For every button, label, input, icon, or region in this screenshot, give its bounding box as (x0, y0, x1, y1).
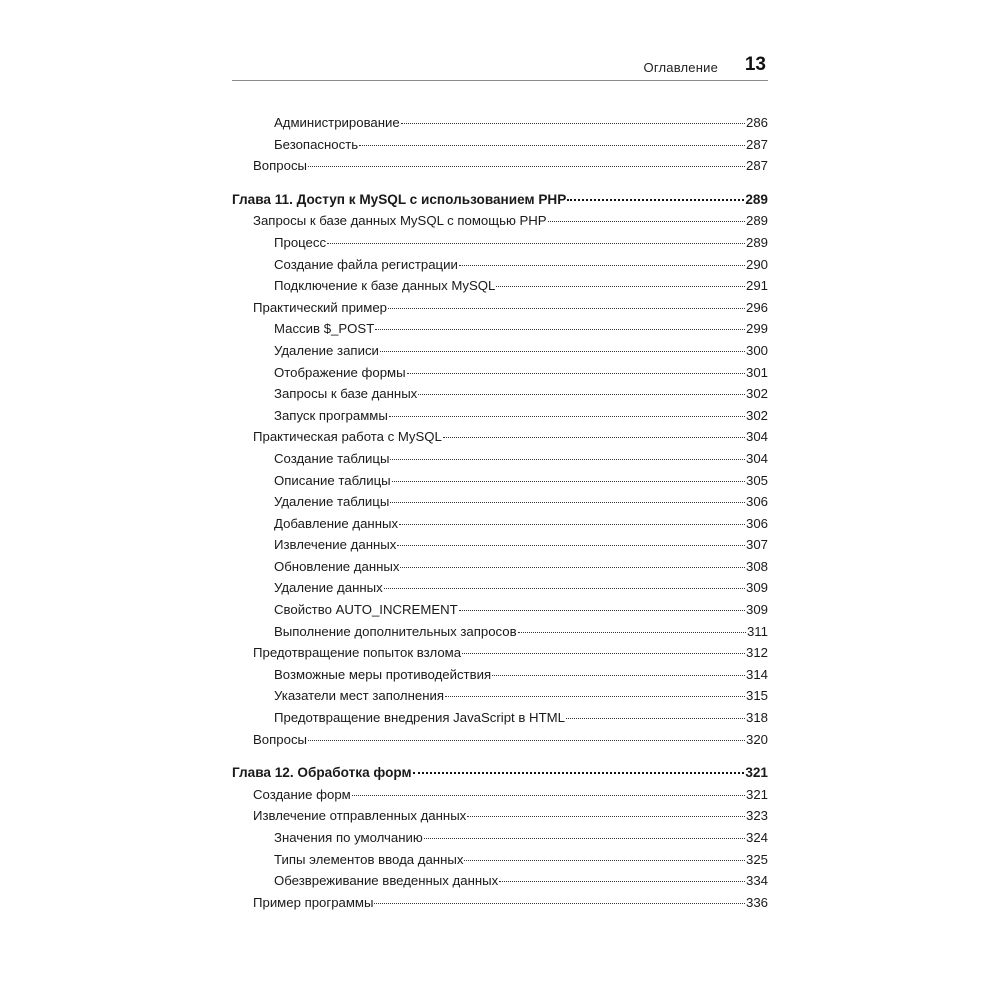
toc-entry (232, 534, 768, 556)
toc-dot-leader (418, 394, 745, 395)
toc-entry-title: Добавление данных (274, 515, 399, 531)
toc-dot-leader (445, 696, 745, 697)
table-of-contents (232, 112, 768, 913)
toc-entry-page: 296 (745, 299, 768, 315)
toc-dot-leader (327, 243, 745, 244)
toc-chapter-entry (232, 762, 768, 784)
toc-entry-page: 286 (745, 115, 768, 130)
toc-entry-title: Пример программы (253, 894, 374, 910)
toc-dot-leader (390, 502, 745, 503)
toc-dot-leader (390, 459, 745, 460)
running-header (232, 54, 768, 81)
toc-entry (232, 685, 768, 707)
toc-entry-title: Извлечение отправленных данных (253, 808, 467, 824)
toc-entry-page: 300 (745, 342, 768, 358)
toc-dot-leader (389, 416, 745, 417)
toc-entry-page: 318 (745, 710, 768, 726)
toc-entry-page: 320 (745, 731, 768, 747)
toc-entry-title: Создание форм (253, 786, 351, 802)
toc-dot-leader (567, 199, 744, 201)
toc-entry-page: 325 (745, 851, 768, 867)
toc-entry-title: Создание файла регистрации (274, 256, 458, 272)
toc-dot-leader (443, 437, 745, 438)
toc-entry-page: 302 (745, 386, 768, 402)
toc-entry-title: Безопасность (274, 136, 359, 152)
toc-dot-leader (413, 772, 745, 774)
toc-entry-page: 302 (745, 407, 768, 423)
toc-entry-page: 334 (745, 873, 768, 889)
toc-entry (232, 729, 768, 751)
toc-dot-leader (464, 860, 745, 861)
toc-entry-title: Значения по умолчанию (274, 830, 423, 845)
toc-dot-leader (548, 221, 745, 222)
toc-entry-page: 289 (745, 213, 768, 229)
toc-entry (232, 470, 768, 492)
toc-dot-leader (399, 524, 745, 525)
toc-entry (232, 707, 768, 729)
toc-entry (232, 112, 768, 134)
toc-entry (232, 513, 768, 535)
toc-entry-page: 305 (745, 472, 768, 488)
toc-entry-title: Запросы к базе данных MySQL с помощью PHP (253, 213, 547, 229)
toc-entry (232, 383, 768, 405)
toc-entry-page: 307 (745, 537, 768, 553)
toc-entry-title: Создание таблицы (274, 450, 390, 466)
toc-entry-page: 289 (745, 234, 768, 250)
toc-entry-title: Администрирование (274, 115, 400, 130)
toc-entry (232, 297, 768, 319)
toc-entry (232, 664, 768, 686)
toc-entry-page: 301 (745, 364, 768, 380)
toc-entry-page: 287 (745, 136, 768, 152)
toc-dot-leader (518, 632, 746, 633)
toc-entry-page: 309 (745, 602, 768, 618)
toc-entry (232, 849, 768, 871)
toc-entry-title: Вопросы (253, 731, 308, 747)
toc-entry-page: 306 (745, 494, 768, 510)
toc-entry-page: 306 (745, 515, 768, 531)
toc-entry-page: 321 (745, 786, 768, 802)
toc-entry (232, 134, 768, 156)
toc-entry (232, 577, 768, 599)
toc-entry-title: Указатели мест заполнения (274, 688, 445, 704)
toc-entry-title: Описание таблицы (274, 472, 391, 488)
toc-dot-leader (384, 588, 745, 589)
toc-entry-title: Обновление данных (274, 558, 400, 574)
toc-dot-leader (308, 740, 745, 741)
toc-entry (232, 340, 768, 362)
toc-entry-page: 289 (745, 191, 768, 207)
toc-entry-title: Отображение формы (274, 364, 406, 380)
toc-entry (232, 642, 768, 664)
toc-entry-title: Глава 11. Доступ к MySQL с использованием PHP (232, 191, 567, 207)
toc-dot-leader (400, 567, 745, 568)
toc-entry-page: 315 (745, 688, 768, 704)
toc-entry (232, 362, 768, 384)
toc-entry (232, 784, 768, 806)
toc-entry (232, 556, 768, 578)
page-number: 13 (744, 54, 766, 75)
toc-entry-page: 291 (745, 278, 768, 294)
toc-entry-page: 299 (745, 321, 768, 337)
toc-dot-leader (392, 481, 745, 482)
toc-entry-page: 324 (745, 830, 768, 845)
toc-dot-leader (407, 373, 745, 374)
toc-entry (232, 892, 768, 914)
toc-entry-title: Обезвреживание введенных данных (274, 873, 499, 889)
toc-dot-leader (566, 718, 745, 719)
toc-entry-title: Подключение к базе данных MySQL (274, 278, 496, 294)
toc-entry-title: Процесс (274, 234, 327, 250)
toc-dot-leader (459, 265, 745, 266)
toc-entry (232, 805, 768, 827)
toc-entry (232, 448, 768, 470)
toc-entry-page: 311 (746, 623, 768, 639)
toc-dot-leader (401, 123, 745, 124)
toc-entry-title: Типы элементов ввода данных (274, 851, 464, 867)
toc-entry-title: Запросы к базе данных (274, 386, 418, 402)
toc-dot-leader (467, 816, 745, 817)
toc-entry-title: Выполнение дополнительных запросов (274, 623, 517, 639)
toc-entry-page: 314 (745, 666, 768, 682)
toc-entry (232, 275, 768, 297)
toc-entry-page: 308 (745, 558, 768, 574)
toc-chapter-entry (232, 189, 768, 211)
toc-dot-leader (388, 308, 745, 309)
toc-entry (232, 827, 768, 849)
toc-entry-title: Удаление данных (274, 580, 383, 596)
toc-entry-page: 336 (745, 894, 768, 910)
toc-entry-page: 309 (745, 580, 768, 596)
toc-dot-leader (359, 145, 745, 146)
toc-entry (232, 621, 768, 643)
toc-entry (232, 155, 768, 177)
toc-entry (232, 870, 768, 892)
toc-entry-title: Извлечение данных (274, 537, 397, 553)
toc-entry-title: Удаление записи (274, 342, 379, 358)
toc-entry (232, 426, 768, 448)
running-title: Оглавление (643, 60, 718, 75)
toc-entry (232, 210, 768, 232)
toc-dot-leader (308, 166, 745, 167)
toc-entry-page: 304 (745, 429, 768, 445)
toc-dot-leader (397, 545, 745, 546)
toc-entry-page: 287 (745, 158, 768, 174)
toc-dot-leader (424, 838, 745, 839)
toc-entry (232, 232, 768, 254)
toc-entry-title: Предотвращение попыток взлома (253, 645, 462, 661)
toc-dot-leader (352, 795, 745, 796)
toc-dot-leader (374, 903, 745, 904)
toc-entry-page: 323 (745, 808, 768, 824)
toc-entry (232, 254, 768, 276)
toc-entry (232, 318, 768, 340)
toc-entry-title: Предотвращение внедрения JavaScript в HTML (274, 710, 565, 726)
toc-entry (232, 599, 768, 621)
toc-entry-title: Возможные меры противодействия (274, 666, 492, 682)
toc-entry-title: Запуск программы (274, 407, 388, 423)
toc-entry-page: 321 (745, 765, 768, 781)
toc-entry (232, 491, 768, 513)
toc-entry-title: Вопросы (253, 158, 308, 174)
toc-entry-page: 290 (745, 256, 768, 272)
toc-entry-page: 312 (745, 645, 768, 661)
toc-dot-leader (380, 351, 745, 352)
toc-dot-leader (492, 675, 745, 676)
toc-entry-title: Массив $_POST (274, 321, 375, 337)
toc-dot-leader (462, 653, 745, 654)
toc-entry-title: Удаление таблицы (274, 494, 390, 510)
toc-entry-title: Практический пример (253, 299, 388, 315)
toc-dot-leader (459, 610, 745, 611)
toc-entry (232, 405, 768, 427)
toc-entry-page: 304 (745, 450, 768, 466)
toc-entry-title: Свойство AUTO_INCREMENT (274, 602, 458, 618)
toc-entry-title: Глава 12. Обработка форм (232, 765, 412, 781)
toc-entry-title: Практическая работа с MySQL (253, 429, 442, 445)
toc-dot-leader (496, 286, 745, 287)
toc-dot-leader (375, 329, 745, 330)
toc-dot-leader (499, 881, 745, 882)
